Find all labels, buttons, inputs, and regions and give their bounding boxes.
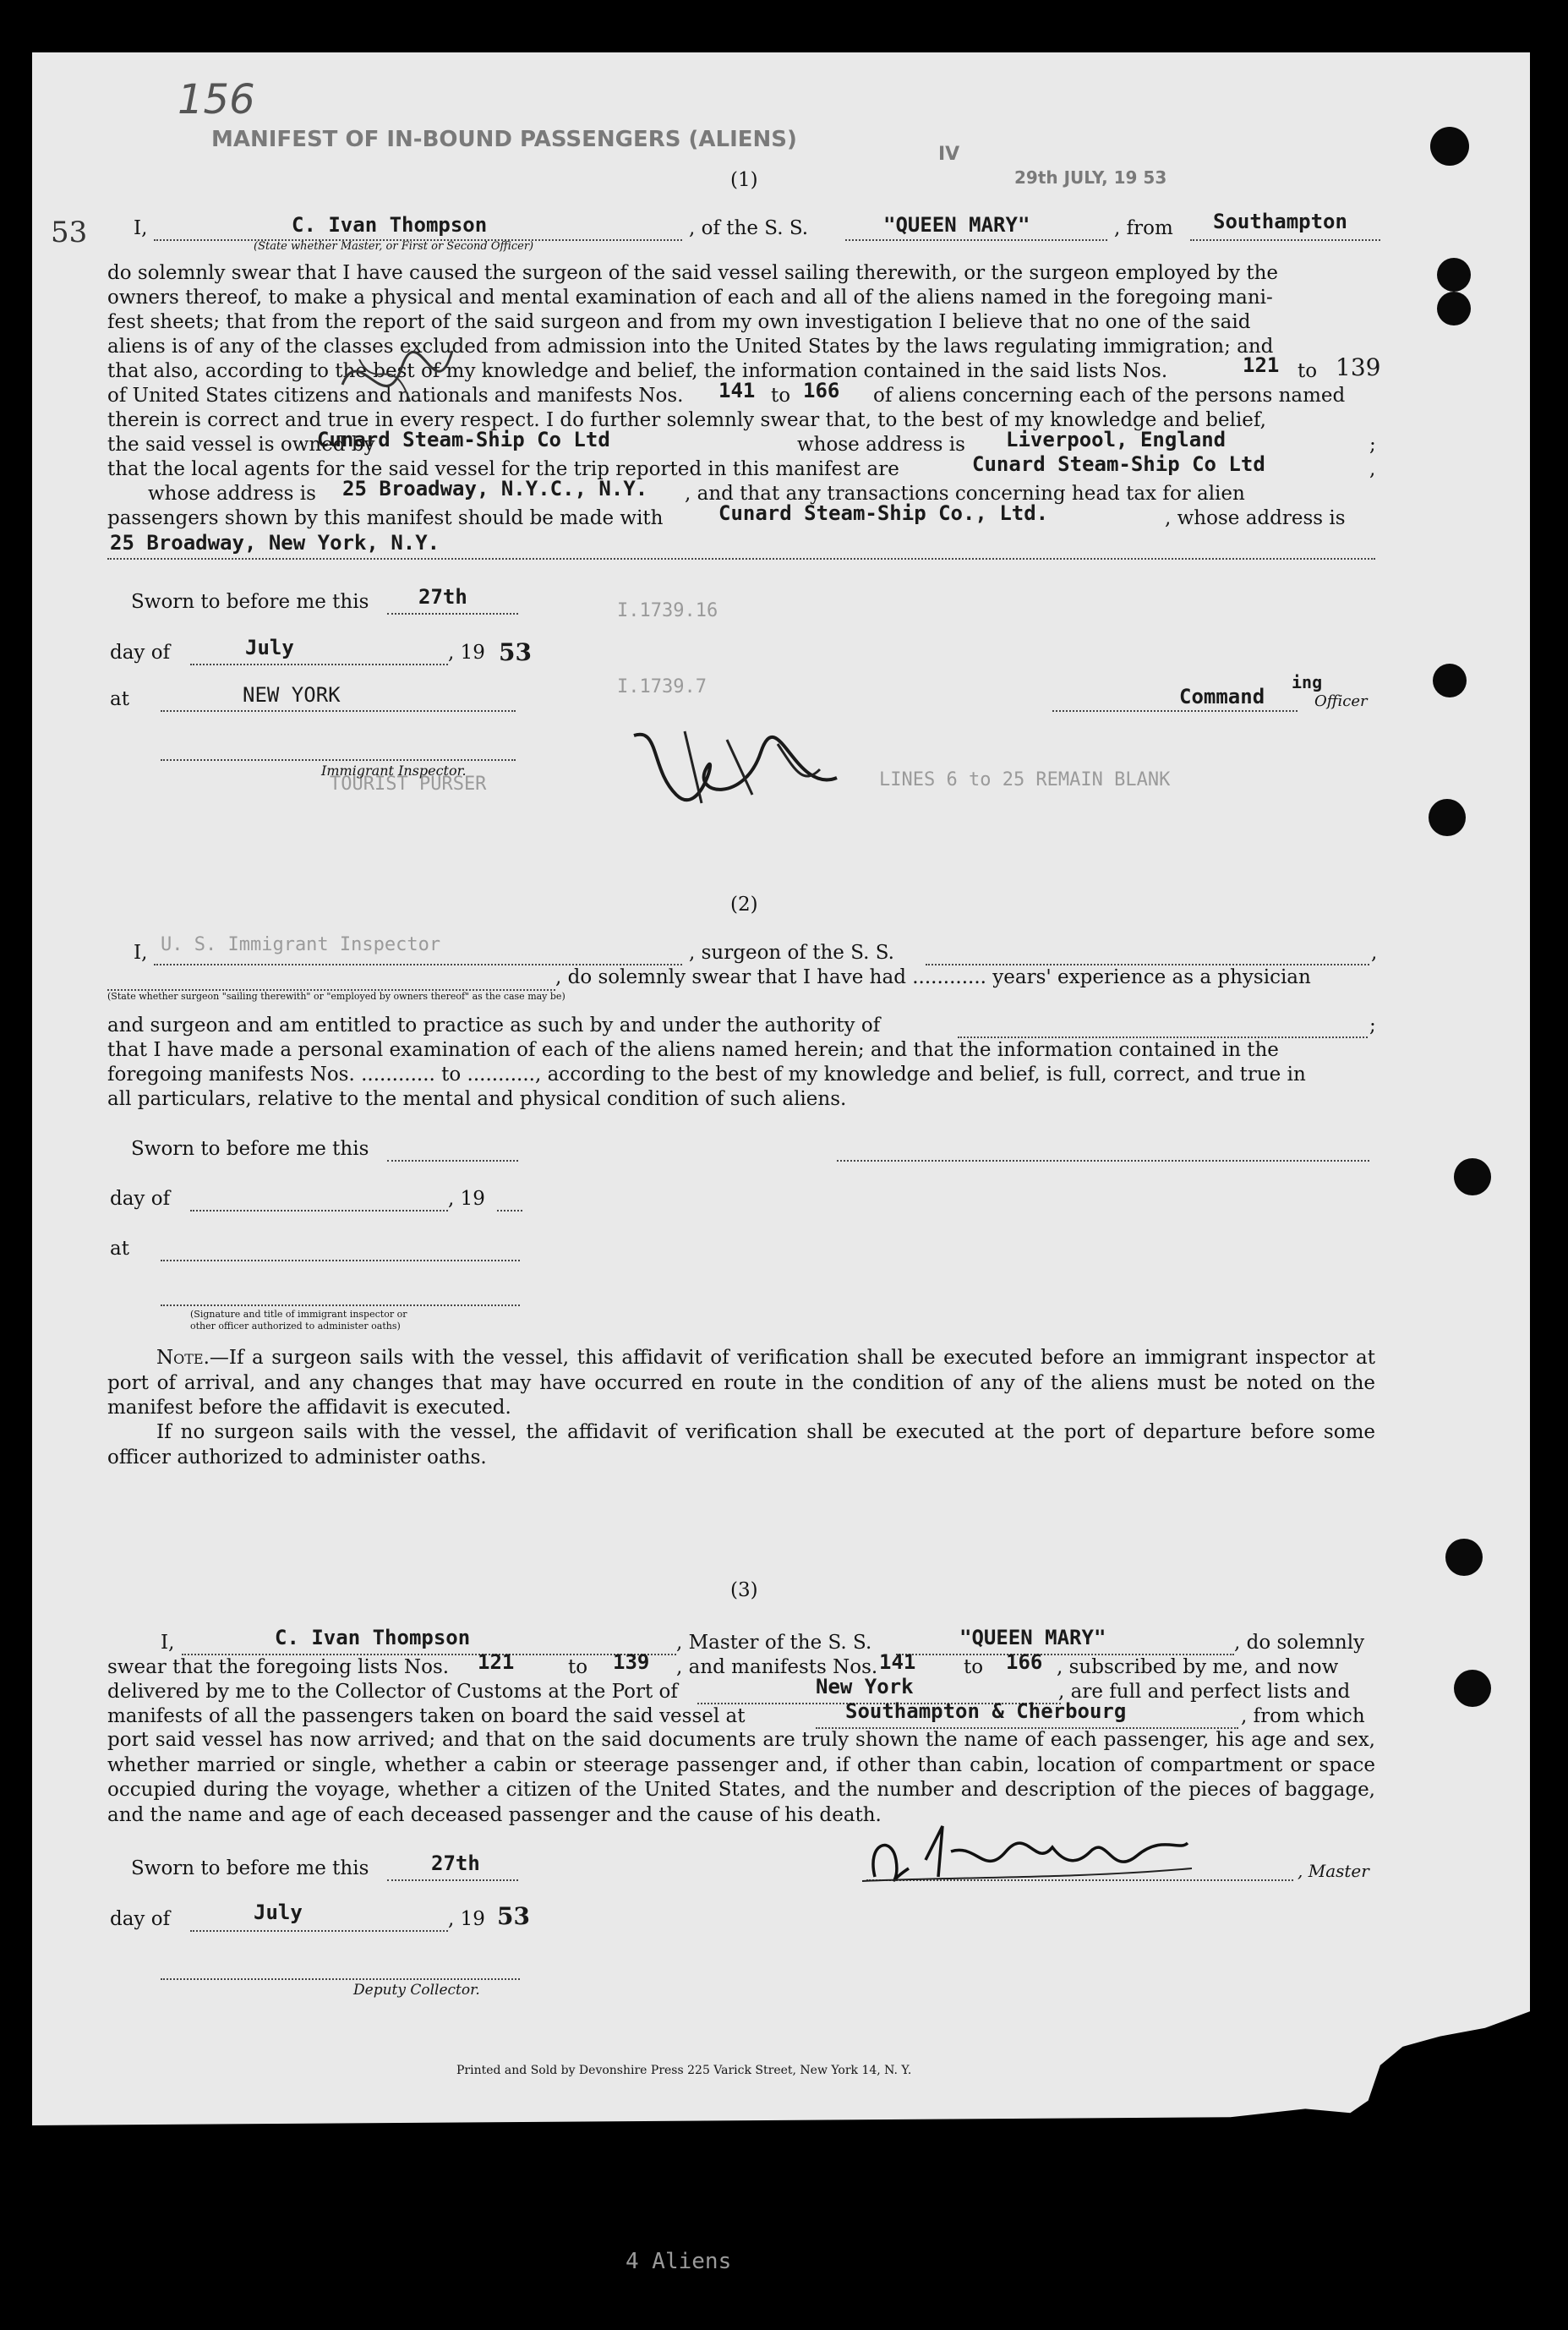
master-vessel: "QUEEN MARY" xyxy=(959,1626,1106,1649)
underline xyxy=(497,1210,522,1211)
text: , from which xyxy=(1241,1705,1365,1727)
text: ; xyxy=(1369,1015,1376,1036)
bleed-through: U. S. Immigrant Inspector xyxy=(161,934,441,955)
text: all particulars, relative to the mental and physical condition of such aliens. xyxy=(107,1088,847,1110)
underline xyxy=(190,664,448,665)
punch-hole xyxy=(1429,799,1466,836)
note-text: —If a surgeon sails with the vessel, this affidavit of verification shall be executed before an immigrant inspector at port of arrival, and any changes that may have occurred en route in the condition of any of the aliens must be noted on the manifest before the affidavit is executed. xyxy=(107,1347,1375,1419)
text: , surgeon of the S. S. xyxy=(689,942,894,964)
tax-company: Cunard Steam-Ship Co., Ltd. xyxy=(718,501,1049,525)
tax-address: 25 Broadway, New York, N.Y. xyxy=(110,531,440,555)
punch-hole xyxy=(1437,258,1471,292)
underline xyxy=(161,710,516,712)
text: , do solemnly xyxy=(1234,1632,1365,1654)
caption: (State whether surgeon "sailing therewith" or "employed by owners thereof" as the case may be) xyxy=(107,991,565,1002)
port-of-arrival: New York xyxy=(816,1675,914,1698)
lists-from: 121 xyxy=(1243,353,1280,377)
text: , from xyxy=(1114,217,1173,239)
underline xyxy=(161,759,516,761)
para-line: of United States citizens and nationals and manifests Nos. xyxy=(107,385,684,407)
para-line: that also, according to the best of my knowledge and belief, the information contained in the said lists Nos. xyxy=(107,360,1168,382)
text: I, xyxy=(134,942,148,964)
sig-caption: other officer authorized to administer oaths) xyxy=(190,1321,401,1332)
dayof-label: day of xyxy=(110,642,171,664)
officer-title-suffix: ing xyxy=(1292,672,1323,692)
note-label: Note. xyxy=(156,1347,210,1369)
inspector-signature xyxy=(626,719,845,820)
section-1-number: (1) xyxy=(730,169,758,191)
text: to xyxy=(1298,360,1318,382)
text: , 19 xyxy=(448,642,485,664)
para-line: passengers shown by this manifest should be made with xyxy=(107,507,664,529)
punch-hole xyxy=(1454,1158,1491,1195)
underline xyxy=(107,558,1375,560)
para-line: , whose address is xyxy=(1165,507,1346,529)
text: delivered by me to the Collector of Customs at the Port of xyxy=(107,1681,678,1703)
text: to xyxy=(964,1656,984,1678)
text: , xyxy=(1369,458,1376,480)
from-port: Southampton xyxy=(1213,210,1347,233)
section-2-number: (2) xyxy=(730,894,758,916)
para-line: therein is correct and true in every respect. I do further solemnly swear that, to the best of my knowledge and belief, xyxy=(107,409,1266,431)
para-line: , and that any transactions concerning head tax for alien xyxy=(685,483,1245,505)
manifest-number: 156 xyxy=(178,76,255,123)
text: foregoing manifests Nos. ............ to ..........., according to the best of my knowledge and belief, is full, correct, and true in xyxy=(107,1064,1306,1086)
note-paragraph-2: If no surgeon sails with the vessel, the affidavit of verification shall be executed at the port of departure before some officer authorized to administer oaths. xyxy=(107,1421,1375,1469)
sworn-year: 53 xyxy=(499,638,532,666)
underline xyxy=(190,1930,448,1932)
underline xyxy=(387,613,518,615)
para-line: the said vessel is owned by xyxy=(107,434,375,456)
vessel-name: "QUEEN MARY" xyxy=(883,213,1030,237)
bleed-through: TOURIST PURSER xyxy=(330,774,487,795)
para-line: of aliens concerning each of the persons named xyxy=(873,385,1346,407)
manifests-from: 141 xyxy=(718,379,756,402)
initial-stamp xyxy=(334,334,461,435)
master-manifests-from: 141 xyxy=(879,1650,916,1674)
master-label: , Master xyxy=(1298,1861,1369,1881)
para-line: aliens is of any of the classes excluded from admission into the United States by the laws regulating immigration; and xyxy=(107,336,1274,358)
section-3-number: (3) xyxy=(730,1579,758,1601)
text: I, xyxy=(161,1632,175,1654)
sworn-label: Sworn to before me this xyxy=(131,1857,369,1879)
underline xyxy=(1052,710,1298,712)
para-line: do solemnly swear that I have caused the surgeon of the said vessel sailing therewith, or the surgeon employed by the xyxy=(107,262,1279,284)
sworn-label: Sworn to before me this xyxy=(131,1138,369,1160)
dayof-label: day of xyxy=(110,1908,171,1930)
text: swear that the foregoing lists Nos. xyxy=(107,1656,450,1678)
sworn-month: July xyxy=(245,636,294,659)
punch-hole xyxy=(1445,1539,1483,1576)
sworn-at: NEW YORK xyxy=(243,683,341,707)
text: , Master of the S. S. xyxy=(676,1632,872,1654)
text: and surgeon and am entitled to practice as such by and under the authority of xyxy=(107,1015,881,1036)
text: , 19 xyxy=(448,1188,485,1210)
text: , of the S. S. xyxy=(689,217,809,239)
underline xyxy=(161,1978,520,1980)
text: to xyxy=(771,385,791,407)
owner-address: Liverpool, England xyxy=(1006,428,1227,451)
at-label: at xyxy=(110,688,129,710)
master-lists-to: 139 xyxy=(613,1650,650,1674)
bleed-through: LINES 6 to 25 REMAIN BLANK xyxy=(879,769,1171,790)
text: that I have made a personal examination of each of the aliens named herein; and that the information contained in the xyxy=(107,1039,1279,1061)
text: , xyxy=(1371,942,1378,964)
para-line: owners thereof, to make a physical and mental examination of each and all of the aliens named in the foregoing mani- xyxy=(107,287,1273,309)
underline xyxy=(161,1304,520,1306)
master-manifests-to: 166 xyxy=(1006,1650,1043,1674)
lists-to: 139 xyxy=(1336,353,1381,381)
text: , do solemnly swear that I have had ............ years' experience as a physician xyxy=(555,966,1311,988)
master-sworn-day: 27th xyxy=(431,1851,480,1875)
officer-label: Officer xyxy=(1314,692,1368,710)
master-signature xyxy=(858,1818,1196,1894)
underline xyxy=(161,1260,520,1261)
officer-title: Command xyxy=(1179,685,1265,708)
underline xyxy=(190,1210,448,1211)
deputy-label: Deputy Collector. xyxy=(353,1982,480,1999)
text: , are full and perfect lists and xyxy=(1058,1681,1351,1703)
bleed-through: 4 Aliens xyxy=(626,2249,732,2274)
para-line: whose address is xyxy=(148,483,316,505)
margin-mark: 53 xyxy=(51,216,88,249)
inspector-label: Immigrant Inspector. xyxy=(321,763,467,779)
underline xyxy=(1190,239,1380,241)
text: ; xyxy=(1369,434,1376,456)
officer-name: C. Ivan Thompson xyxy=(292,213,488,237)
sig-caption: (Signature and title of immigrant inspector or xyxy=(190,1309,407,1320)
master-sworn-year: 53 xyxy=(497,1902,530,1930)
underline xyxy=(845,239,1107,241)
text: to xyxy=(568,1656,588,1678)
manifests-to: 166 xyxy=(803,379,840,402)
at-label: at xyxy=(110,1238,129,1260)
punch-hole xyxy=(1437,292,1471,325)
master-paragraph: port said vessel has now arrived; and that on the said documents are truly shown the name of each passenger, his age and sex, whether married or single, whether a cabin or steerage passenger and, if other than cabin, location of compartment or space occupied during the voyage, whether a citizen of the United States, and the number and description of the pieces of baggage, and the name and age of each deceased passenger and the cause of his death. xyxy=(107,1729,1375,1826)
agents-address: 25 Broadway, N.Y.C., N.Y. xyxy=(342,477,648,500)
master-name: C. Ivan Thompson xyxy=(275,1626,471,1649)
class-mark: IV xyxy=(938,144,960,165)
sworn-day: 27th xyxy=(418,585,467,609)
owner: Cunard Steam-Ship Co Ltd xyxy=(317,428,610,451)
underline xyxy=(387,1879,518,1881)
punch-hole xyxy=(1433,664,1467,697)
para-line: whose address is xyxy=(797,434,965,456)
master-lists-from: 121 xyxy=(478,1650,515,1674)
para-line: fest sheets; that from the report of the said surgeon and from my own investigation I believe that no one of the said xyxy=(107,311,1251,333)
text: , subscribed by me, and now xyxy=(1057,1656,1339,1678)
punch-hole xyxy=(1430,127,1469,166)
text: I, xyxy=(134,217,148,239)
printer-imprint: Printed and Sold by Devonshire Press 225 Varick Street, New York 14, N. Y. xyxy=(456,2064,912,2077)
underline xyxy=(837,1160,1369,1162)
text: , and manifests Nos. xyxy=(676,1656,878,1678)
note-paragraph xyxy=(107,1346,1375,1421)
para-line: that the local agents for the said vessel for the trip reported in this manifest are xyxy=(107,458,899,480)
punch-hole xyxy=(1454,1670,1491,1707)
manifest-title: MANIFEST OF IN-BOUND PASSENGERS (ALIENS) xyxy=(211,127,797,152)
sworn-label: Sworn to before me this xyxy=(131,591,369,613)
officer-caption: (State whether Master, or First or Second Officer) xyxy=(254,240,534,253)
bleed-through: I.1739.7 xyxy=(617,676,707,697)
local-agents: Cunard Steam-Ship Co Ltd xyxy=(972,452,1265,476)
underline xyxy=(387,1160,518,1162)
text: manifests of all the passengers taken on board the said vessel at xyxy=(107,1705,746,1727)
text: , 19 xyxy=(448,1908,485,1930)
bleed-through: I.1739.16 xyxy=(617,600,718,621)
master-sworn-month: July xyxy=(254,1901,303,1924)
arrival-date: 29th JULY, 19 53 xyxy=(1014,167,1167,188)
embarkation-ports: Southampton & Cherbourg xyxy=(845,1699,1127,1723)
dayof-label: day of xyxy=(110,1188,171,1210)
